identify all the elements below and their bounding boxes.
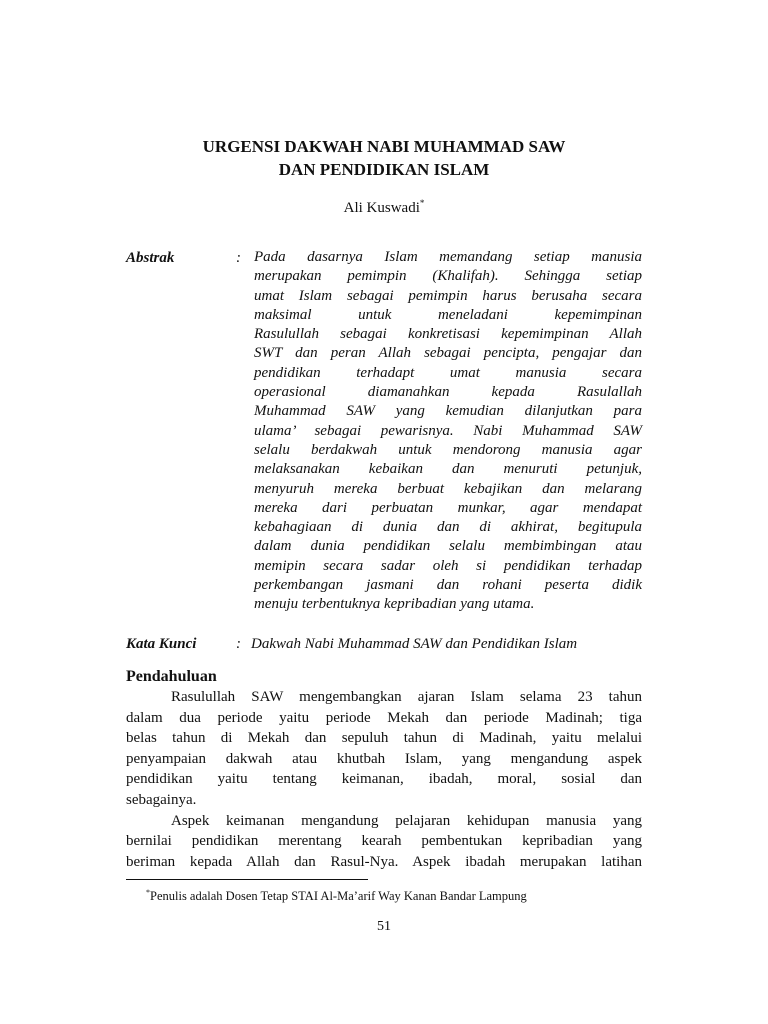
- article-title-line-1: URGENSI DAKWAH NABI MUHAMMAD SAW: [202, 137, 566, 156]
- page-number: 51: [377, 919, 391, 934]
- abstract-line: merupakan pemimpin (Khalifah). Sehingga setiap: [254, 268, 642, 285]
- body-text: [126, 687, 642, 872]
- abstract-colon: :: [236, 250, 241, 266]
- abstract-line: ulama’ sebagai pewarisnya. Nabi Muhammad SAW: [254, 422, 642, 439]
- body-line: pendidikan yaitu tentang keimanan, ibadah, moral, sosial dan: [126, 771, 642, 788]
- body-line: sebagainya.: [126, 791, 197, 808]
- abstract-line: umat Islam sebagai pemimpin harus berusaha secara: [254, 287, 642, 304]
- body-line: penyampaian dakwah atau khutbah Islam, yang mengandung aspek: [126, 750, 642, 767]
- abstract-line: melaksanakan kebaikan dan menuruti petunjuk,: [254, 461, 642, 478]
- abstract-line: perkembangan jasmani dan rohani peserta didik: [254, 577, 642, 594]
- abstract-label: Abstrak: [126, 250, 175, 266]
- footnote-marker: *: [146, 887, 150, 897]
- author-footnote-marker: *: [419, 198, 425, 208]
- abstract-line: memipin secara sadar oleh si pendidikan terhadap: [254, 557, 642, 574]
- body-line: belas tahun di Mekah dan sepuluh tahun di Madinah, yaitu melalui: [126, 730, 642, 747]
- author-line: [0, 198, 768, 218]
- footnote-divider: [126, 879, 368, 880]
- abstract-line: Rasulullah sebagai konkretisasi kepemimpinan Allah: [254, 326, 642, 343]
- body-line: dalam dua periode yaitu periode Mekah dan periode Madinah; tiga: [126, 709, 642, 726]
- abstract-line: selalu berdakwah untuk mendorong manusia agar: [254, 441, 642, 458]
- abstract-line: pendidikan terhadapt umat manusia secara: [254, 364, 642, 381]
- abstract-line: SWT dan peran Allah sebagai pencipta, pengajar dan: [254, 345, 642, 362]
- body-line: Rasulullah SAW mengembangkan ajaran Islam selama 23 tahun: [171, 689, 642, 705]
- abstract-line: operasional diamanahkan kepada Rasulallah: [254, 384, 642, 401]
- footnote-text: Penulis adalah Dosen Tetap STAI Al-Ma’arif Way Kanan Bandar Lampung: [150, 889, 527, 903]
- abstract-line: mereka dari perbuatan munkar, agar mendapat: [254, 499, 642, 516]
- author-name: Ali Kuswadi: [343, 200, 420, 216]
- abstract-line: menuju terbentuknya kepribadian yang utama.: [254, 596, 535, 613]
- abstract-text: [254, 248, 642, 615]
- footnote: [146, 887, 527, 905]
- abstract-line: Pada dasarnya Islam memandang setiap manusia: [254, 249, 642, 265]
- body-line: beriman kepada Allah dan Rasul-Nya. Aspek ibadah merupakan latihan: [126, 853, 642, 870]
- abstract-line: kebahagiaan di dunia dan di akhirat, begitupula: [254, 519, 642, 536]
- article-title-line-2: DAN PENDIDIKAN ISLAM: [278, 160, 490, 179]
- body-line: Aspek keimanan mengandung pelajaran kehidupan manusia yang: [171, 812, 642, 829]
- abstract-line: dalam dunia pendidikan selalu membimbingan atau: [254, 538, 642, 555]
- body-line: bernilai pendidikan merentang kearah pembentukan kepribadian yang: [126, 833, 642, 850]
- abstract-line: menyuruh mereka berbuat kebajikan dan melarang: [254, 480, 642, 497]
- abstract-line: Muhammad SAW yang kemudian dilanjutkan para: [254, 403, 642, 420]
- keywords-label: Kata Kunci: [126, 636, 197, 652]
- keywords-text: Dakwah Nabi Muhammad SAW dan Pendidikan Islam: [251, 636, 578, 652]
- keywords-colon: :: [236, 636, 241, 652]
- section-heading: Pendahuluan: [126, 668, 217, 685]
- abstract-line: maksimal untuk meneladani kepemimpinan: [254, 306, 642, 323]
